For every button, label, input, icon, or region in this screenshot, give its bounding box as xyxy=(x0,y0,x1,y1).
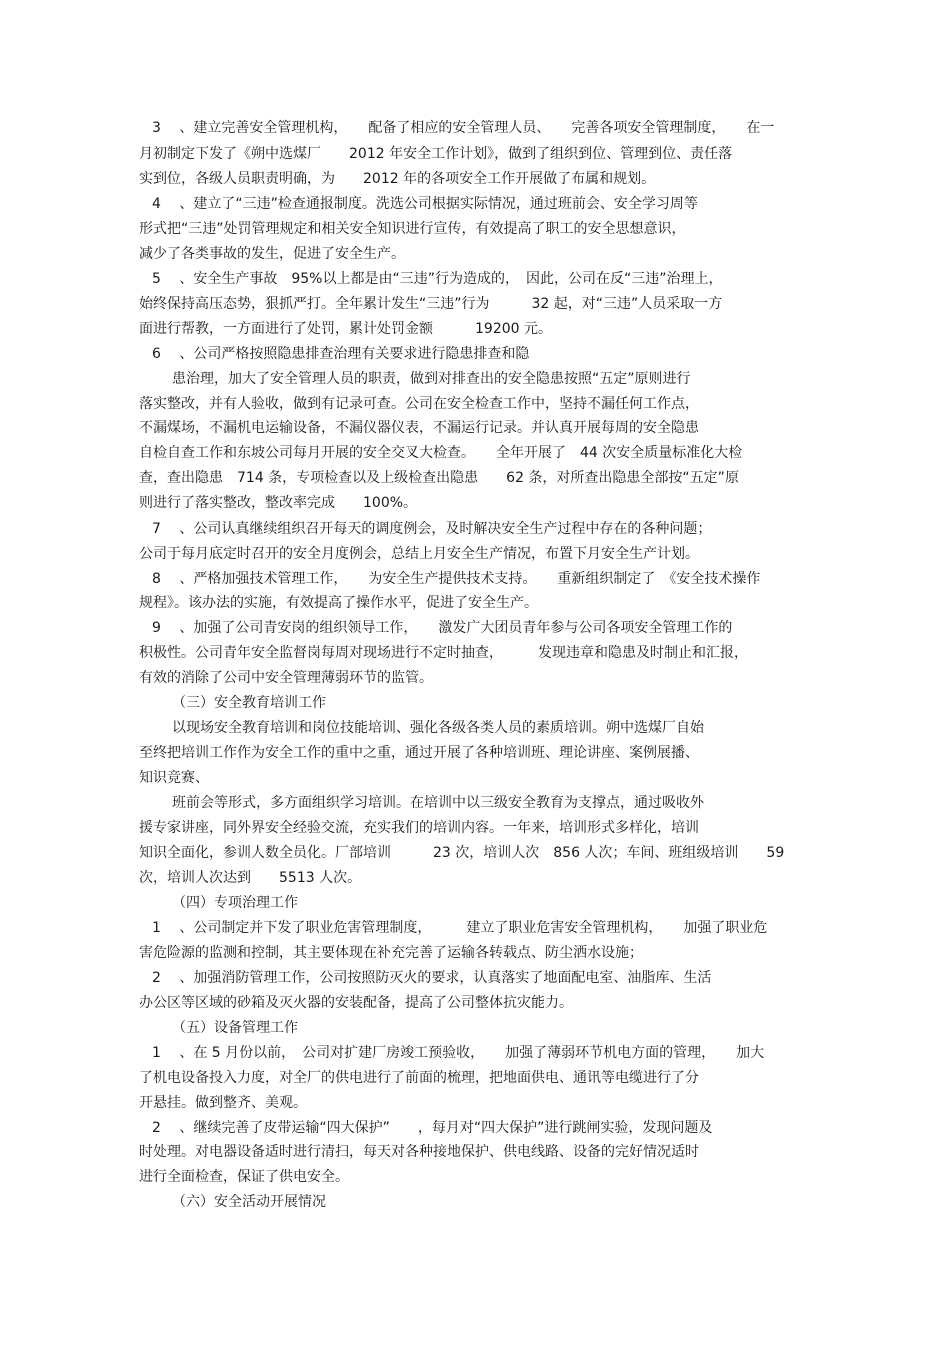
text-line: 开悬挂。做到整齐、美观。 xyxy=(139,1095,307,1111)
section-heading: （三）安全教育培训工作 xyxy=(172,695,326,711)
text-line: 8 、严格加强技术管理工作， 为安全生产提供技术支持。 重新组织制定了 《安全技术操作 xyxy=(152,571,761,587)
text-line: 公司于每月底定时召开的安全月度例会，总结上月安全生产情况，布置下月安全生产计划。 xyxy=(139,546,699,562)
text-line: 以现场安全教育培训和岗位技能培训、强化各级各类人员的素质培训。朔中选煤厂自始 xyxy=(172,720,704,736)
text-line: 有效的消除了公司中安全管理薄弱环节的监管。 xyxy=(139,670,433,686)
text-line: 5 、安全生产事故 95%以上都是由“三违”行为造成的， 因此，公司在反“三违”治理上， xyxy=(152,271,723,287)
text-line: 班前会等形式，多方面组织学习培训。在培训中以三级安全教育为支撑点，通过吸收外 xyxy=(172,795,704,811)
text-line: 知识竞赛、 xyxy=(139,770,209,786)
text-line: 则进行了落实整改，整改率完成 100%。 xyxy=(139,495,418,511)
section-heading: （四）专项治理工作 xyxy=(172,895,298,911)
text-line: 患治理，加大了安全管理人员的职责，做到对排查出的安全隐患按照“五定”原则进行 xyxy=(172,371,691,387)
text-line: 6 、公司严格按照隐患排查治理有关要求进行隐患排查和隐 xyxy=(152,346,530,362)
section-heading: （五）设备管理工作 xyxy=(172,1020,298,1036)
text-line: 3 、建立完善安全管理机构， 配备了相应的安全管理人员、 完善各项安全管理制度， 在一 xyxy=(152,120,775,136)
text-line: 4 、建立了“三违”检查通报制度。洗选公司根据实际情况，通过班前会、安全学习周等 xyxy=(152,196,698,212)
text-line: 积极性。公司青年安全监督岗每周对现场进行不定时抽查， 发现违章和隐患及时制止和汇报， xyxy=(139,645,748,661)
text-line: 1 、公司制定并下发了职业危害管理制度， 建立了职业危害安全管理机构， 加强了职业危 xyxy=(152,920,768,936)
text-line: 始终保持高压态势，狠抓严打。全年累计发生“三违”行为 32 起，对“三违”人员采取一方 xyxy=(139,296,723,312)
text-line: 面进行帮教，一方面进行了处罚，累计处罚金额 19200 元。 xyxy=(139,321,552,337)
text-line: 实到位，各级人员职责明确，为 2012 年的各项安全工作开展做了布属和规划。 xyxy=(139,171,656,187)
text-line: 落实整改，并有人验收，做到有记录可查。公司在安全检查工作中，坚持不漏任何工作点， xyxy=(139,396,699,412)
text-line: 7 、公司认真继续组织召开每天的调度例会，及时解决安全生产过程中存在的各种问题； xyxy=(152,521,712,537)
text-line: 1 、在 5 月份以前， 公司对扩建厂房竣工预验收， 加强了薄弱环节机电方面的管理， 加大 xyxy=(152,1045,765,1061)
text-line: 害危险源的监测和控制，其主要体现在补充完善了运输各转载点、防尘洒水设施； xyxy=(139,945,643,961)
text-line: 知识全面化，参训人数全员化。厂部培训 23 次，培训人次 856 人次；车间、班组级培训 59 xyxy=(139,845,785,861)
text-line: 援专家讲座，同外界安全经验交流，充实我们的培训内容。一年来，培训形式多样化，培训 xyxy=(139,820,699,836)
text-line: 减少了各类事故的发生，促进了安全生产。 xyxy=(139,246,405,262)
text-line: 9 、加强了公司青安岗的组织领导工作， 激发广大团员青年参与公司各项安全管理工作的 xyxy=(152,620,733,636)
text-line: 不漏煤场，不漏机电运输设备，不漏仪器仪表，不漏运行记录。并认真开展每周的安全隐患 xyxy=(139,420,699,436)
section-heading: （六）安全活动开展情况 xyxy=(172,1194,326,1210)
text-line: 月初制定下发了《朔中选煤厂 2012 年安全工作计划》，做到了组织到位、管理到位、责任落 xyxy=(139,146,733,162)
text-line: 进行全面检查，保证了供电安全。 xyxy=(139,1169,349,1185)
text-line: 形式把“三违”处罚管理规定和相关安全知识进行宣传，有效提高了职工的安全思想意识， xyxy=(139,221,686,237)
text-line: 时处理。对电器设备适时进行清扫，每天对各种接地保护、供电线路、设备的完好情况适时 xyxy=(139,1144,699,1160)
text-line: 2 、继续完善了皮带运输“四大保护” ，每月对“四大保护”进行跳闸实验，发现问题及 xyxy=(152,1120,713,1136)
text-line: 了机电设备投入力度，对全厂的供电进行了前面的梳理，把地面供电、通讯等电缆进行了分 xyxy=(139,1070,699,1086)
text-line: 办公区等区域的砂箱及灭火器的安装配备，提高了公司整体抗灾能力。 xyxy=(139,995,573,1011)
text-line: 自检自查工作和东坡公司每月开展的安全交叉大检查。 全年开展了 44 次安全质量标准化大检 xyxy=(139,445,743,461)
text-line: 规程》。该办法的实施，有效提高了操作水平，促进了安全生产。 xyxy=(139,595,538,611)
text-line: 次，培训人次达到 5513 人次。 xyxy=(139,870,362,886)
text-line: 至终把培训工作作为安全工作的重中之重，通过开展了各种培训班、理论讲座、案例展播、 xyxy=(139,745,699,761)
text-line: 查，查出隐患 714 条，专项检查以及上级检查出隐患 62 条，对所查出隐患全部按“五定”原 xyxy=(139,470,739,486)
text-line: 2 、加强消防管理工作，公司按照防灭火的要求，认真落实了地面配电室、油脂库、生活 xyxy=(152,970,712,986)
